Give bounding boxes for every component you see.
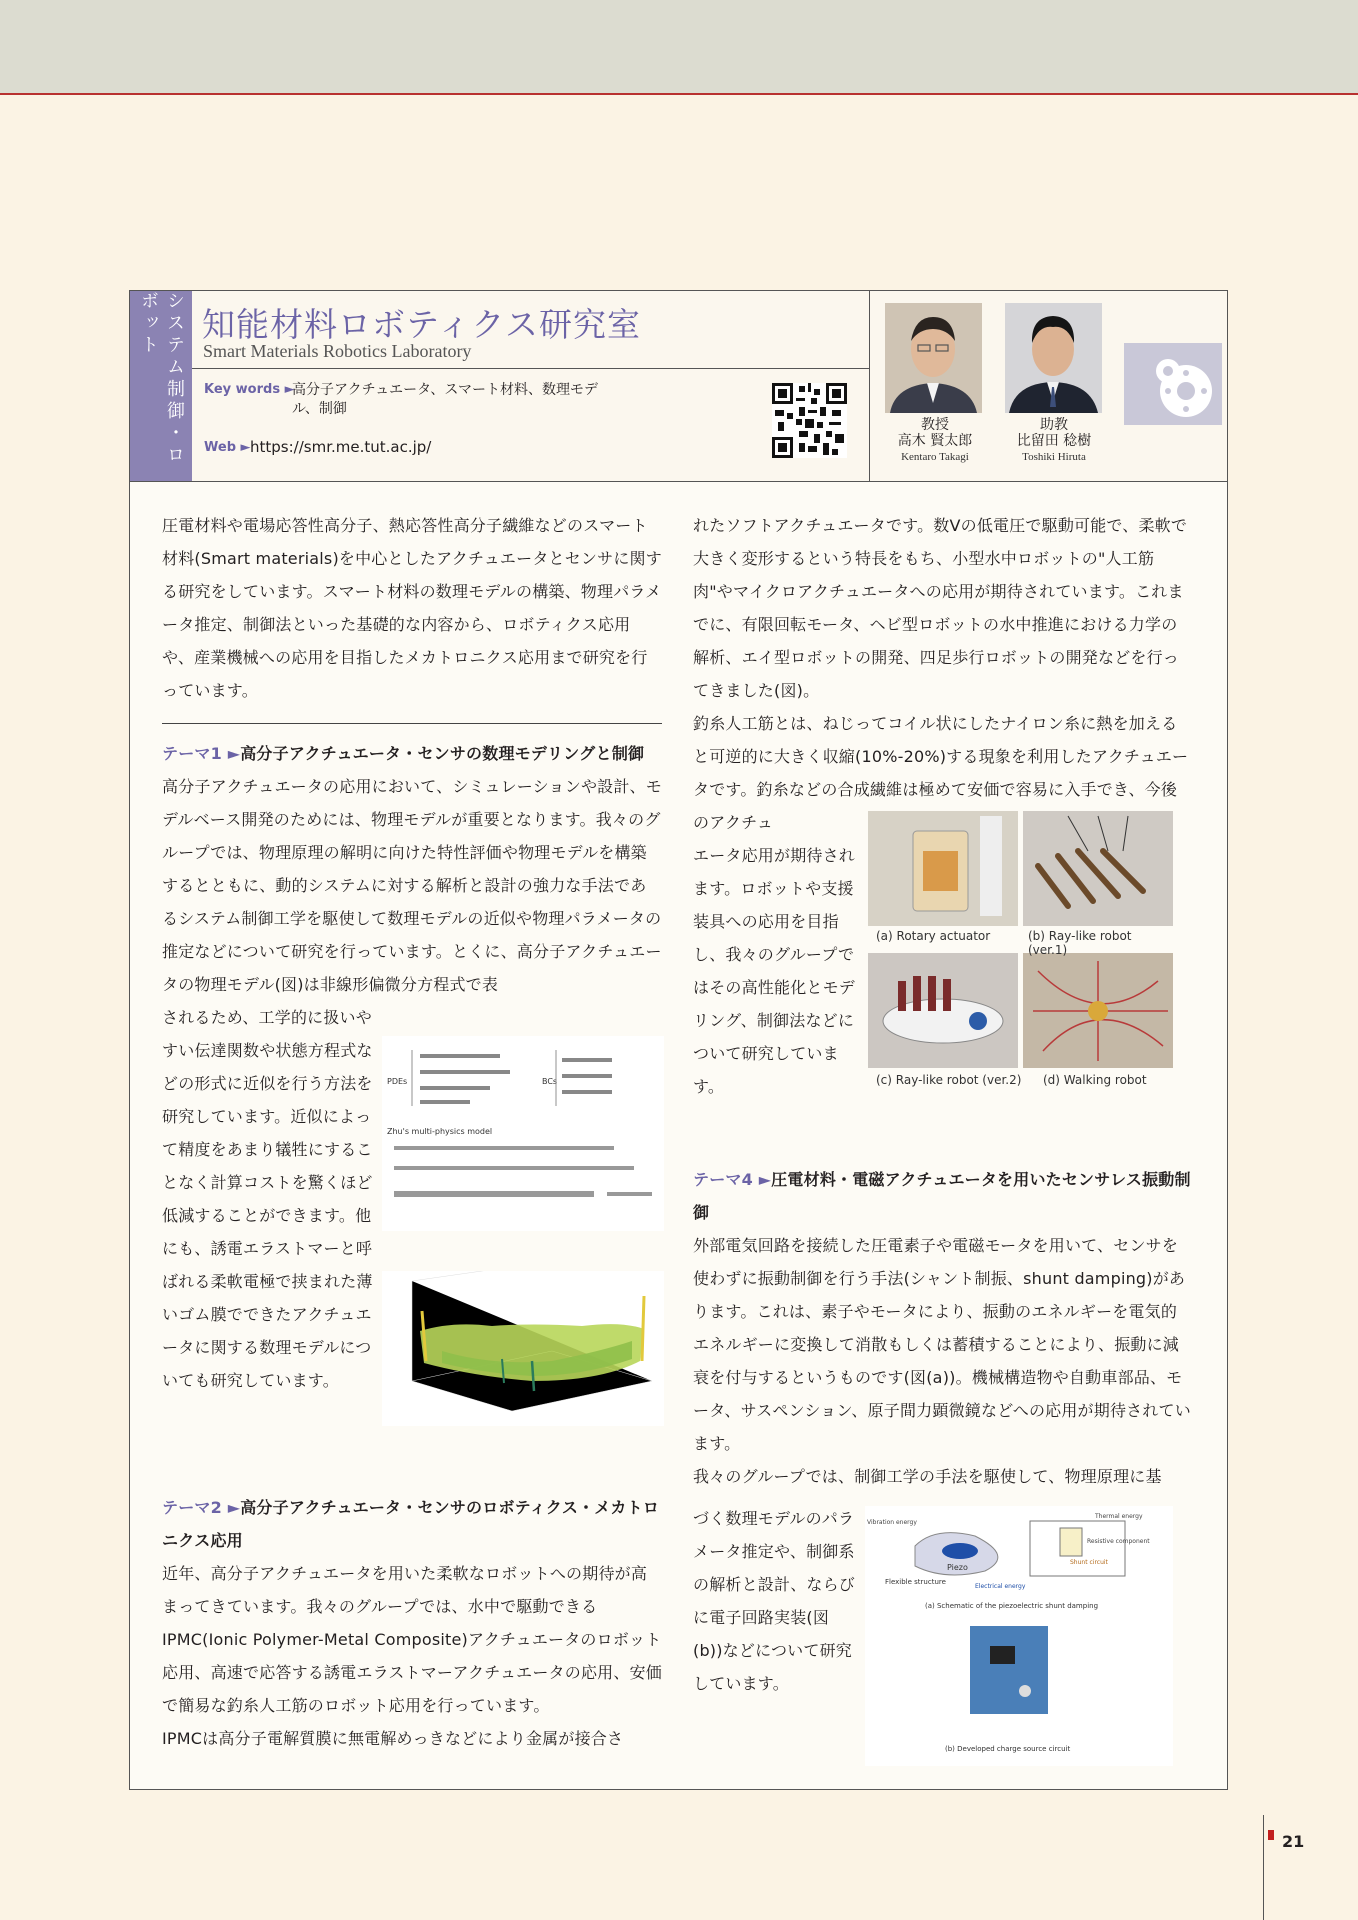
title-box <box>192 291 870 481</box>
assistant-professor-name: 比留田 稔樹 <box>1016 433 1092 449</box>
page-title: 知能材料ロボティクス研究室 <box>202 305 642 344</box>
page-subtitle: Smart Materials Robotics Laboratory <box>203 341 472 361</box>
category-label: システム制御・ロボット <box>130 291 192 481</box>
assistant-professor-name-en: Toshiki Hiruta <box>1022 451 1086 463</box>
ray-robot-v1-photo <box>1023 811 1173 926</box>
fishing-line-paragraph-2: エータ応用が期待されます。ロボットや支援装具への応用を目指し、我々のグループではその高性能化とモデリング、制御法などについて研究しています。 <box>693 846 856 1096</box>
page-number: 21 <box>1282 1832 1305 1851</box>
theme1-section <box>162 737 662 1001</box>
theme1-body: 高分子アクチュエータの応用において、シミュレーションや設計、モデルベース開発のためには、物理モデルが重要となります。我々のグループでは、物理原理の解明に向けた特性評価や物理モデルを構築するとともに、動的システムに対する解析と設計の強力な手法であるシステム制御工学を駆使して数理モデルの近似や物理パラメータの推定などについて研究を行っています。とくに、高分子アクチュエータの物理モデル(図)は非線形偏微分方程式で表 <box>162 777 662 994</box>
assistant-professor-label <box>989 417 1119 465</box>
assistant-professor-photo <box>1005 303 1102 413</box>
intro-paragraph <box>162 509 662 707</box>
caption-rotary-actuator: (a) Rotary actuator <box>876 929 991 943</box>
assistant-professor-role: 助教 <box>1040 417 1068 433</box>
ipmc-paragraph: れたソフトアクチュエータです。数Vの低電圧で駆動可能で、柔軟で大きく変形するという特長をもち、小型水中ロボットの"人工筋肉"やマイクロアクチュエータへの応用が期待されています。これまでに、有限回転モータ、ヘビ型ロボットの水中推進における力学の解析、エイ型ロボットの開発、四足歩行ロボットの開発などを行ってきました(図)。 <box>693 516 1188 700</box>
qr-code-icon[interactable] <box>772 383 847 458</box>
keywords: 高分子アクチュエータ、スマート材料、数理モデル、制御 <box>292 382 599 417</box>
page-number-marker <box>1268 1830 1274 1840</box>
web-link[interactable]: https://smr.me.tut.ac.jp/ <box>250 438 432 456</box>
lab-panel <box>129 290 1228 1790</box>
fishing-line-continued <box>693 839 863 1103</box>
robot-photos-figure <box>868 811 1173 1099</box>
pde-label: PDEs <box>387 1077 408 1086</box>
top-band <box>0 0 1358 95</box>
surface-plot-figure <box>382 1271 664 1426</box>
theme4-title: 圧電材料・電磁アクチュエータを用いたセンサレス振動制御 <box>693 1170 1191 1222</box>
theme1-body-continued <box>162 1001 377 1397</box>
web-label: Web ► <box>204 440 251 455</box>
professor-name: 高木 賢太郎 <box>897 433 973 449</box>
shunt-circuit-label: Shunt circuit <box>1070 1559 1108 1566</box>
theme4-body2: 我々のグループでは、制御工学の手法を駆使して、物理原理に基 <box>693 1467 1162 1486</box>
divider <box>192 368 869 369</box>
bc-label: BCs <box>542 1077 558 1086</box>
theme4-body: 外部電気回路を接続した圧電素子や電磁モータを用いて、センサを使わずに振動制御を行う手法(シャント制振、shunt damping)があります。これは、素子やモータにより、振動のエネルギーを電気的エネルギーに変換して消散もしくは蓄積することにより、振動に減衰を付与するというものです(図(a))。機械構造物や自動車部品、モータ、サスペンション、原子間力顕微鏡などへの応用が期待されています。 <box>693 1236 1191 1453</box>
piezo-label: Piezo <box>947 1563 968 1572</box>
theme4-label: テーマ4 ► <box>693 1170 772 1189</box>
thermal-energy-label: Thermal energy <box>1095 1513 1143 1520</box>
theme2-continued <box>693 509 1193 839</box>
professor-name-en: Kentaro Takagi <box>901 451 969 463</box>
theme1-label: テーマ1 ► <box>162 744 241 763</box>
keywords-label: Key words ► <box>204 382 295 397</box>
electrical-energy-label: Electrical energy <box>975 1583 1026 1590</box>
theme2-body: 近年、高分子アクチュエータを用いた柔軟なロボットへの期待が高まってきています。我々のグループでは、水中で駆動できるIPMC(Ionic Polymer-Metal Composite)アクチュエータのロボット応用、高速で応答する誘電エラストマーアクチュエータの応用、安価で簡易な釣糸人工筋のロボット応用を行っています。 <box>162 1564 662 1715</box>
shunt-caption-a: (a) Schematic of the piezoelectric shunt damping <box>925 1602 1099 1610</box>
lab-header <box>130 291 1227 482</box>
page-number-rule <box>1263 1815 1264 1920</box>
fishing-line-paragraph: 釣糸人工筋とは、ねじってコイル状にしたナイロン糸に熱を加えると可逆的に大きく収縮(10%-20%)する現象を利用したアクチュエータです。釣糸などの合成繊維は極めて安価で容易に入手でき、今後のアクチュ <box>693 714 1189 832</box>
theme4-body3: づく数理モデルのパラメータ推定や、制御系の解析と設計、ならびに電子回路実装(図(b))などについて研究しています。 <box>693 1509 856 1693</box>
caption-ray-robot-v1: (b) Ray-like robot (ver.1) <box>1028 929 1132 957</box>
theme2-title: 高分子アクチュエータ・センサのロボティクス・メカトロニクス応用 <box>162 1498 660 1550</box>
circuit-board-photo <box>970 1626 1048 1714</box>
intro-text: 圧電材料や電場応答性高分子、熱応答性高分子繊維などのスマート材料(Smart materials)を中心としたアクチュエータとセンサに関する研究をしています。スマート材料の数理モデルの構築、物理パラメータ推定、制御法といった基礎的な内容から、ロボティクス応用や、産業機械への応用を目指したメカトロニクス応用まで研究を行っています。 <box>162 516 662 700</box>
theme2-ipmc: IPMCは高分子電解質膜に無電解めっきなどにより金属が接合さ <box>162 1729 624 1748</box>
theme1-title: 高分子アクチュエータ・センサの数理モデリングと制御 <box>240 744 645 763</box>
model-equations-figure <box>382 1036 664 1231</box>
theme1-body2: されるため、工学的に扱いやすい伝達関数や状態方程式などの形式に近似を行う方法を研究しています。近似によって精度をあまり犠牲にすることなく計算コストを驚くほど低減することができます。他にも、誘電エラストマーと呼ばれる柔軟電極で挟まれた薄いゴム膜でできたアクチュエータに関する数理モデルについても研究しています。 <box>162 1008 373 1390</box>
professor-label <box>870 417 1000 465</box>
professor-role: 教授 <box>921 417 949 433</box>
section-divider <box>162 723 662 724</box>
caption-walking-robot: (d) Walking robot <box>1043 1073 1147 1087</box>
professor-photo <box>885 303 982 413</box>
theme4-continued <box>693 1502 858 1700</box>
theme2-section <box>162 1491 662 1755</box>
shunt-damping-figure <box>865 1506 1173 1766</box>
vibration-energy-label: Vibration energy <box>867 1519 917 1526</box>
caption-ray-robot-v2: (c) Ray-like robot (ver.2) <box>876 1073 1022 1087</box>
resistive-component-label: Resistive component <box>1087 1538 1150 1545</box>
model-title: Zhu's multi-physics model <box>387 1127 493 1136</box>
flexible-structure-label: Flexible structure <box>885 1578 946 1586</box>
shunt-caption-b: (b) Developed charge source circuit <box>945 1745 1071 1753</box>
theme4-section <box>693 1163 1193 1493</box>
gear-icon-2 <box>1140 343 1222 425</box>
theme2-label: テーマ2 ► <box>162 1498 241 1517</box>
